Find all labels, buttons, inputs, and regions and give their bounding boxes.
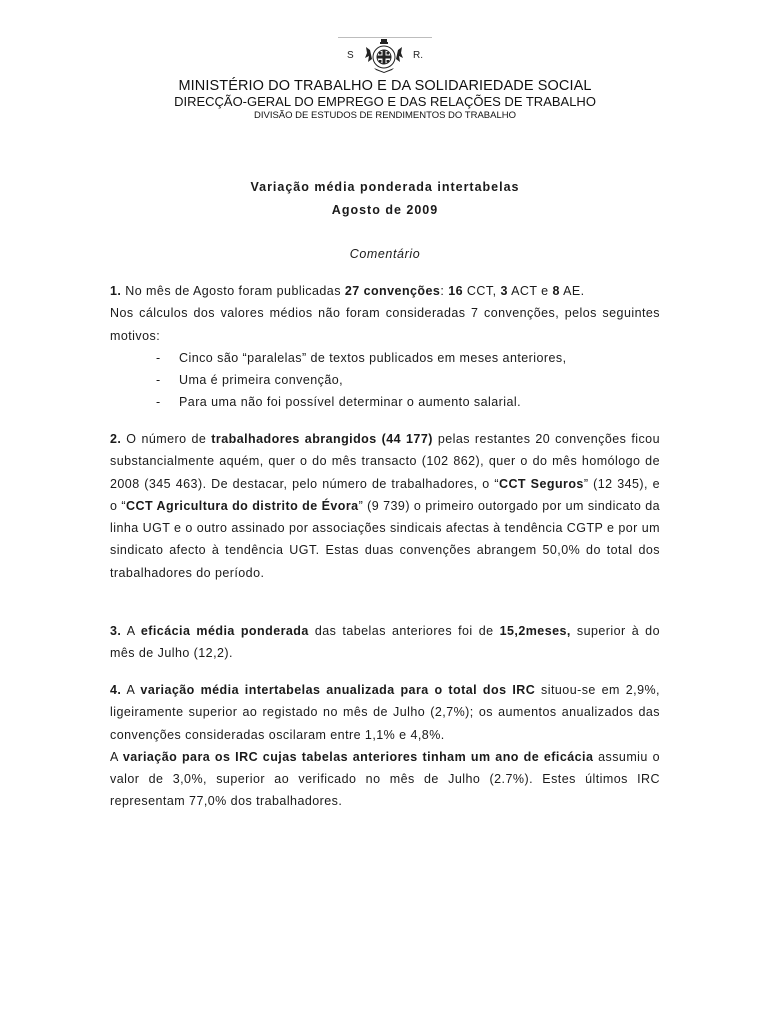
section-3-paragraph [110,620,660,665]
crest-letter-s: S [347,50,354,61]
text-run: ACT e [507,284,553,298]
text-run: A [121,683,141,697]
coat-of-arms [0,38,770,76]
bold-run: 16 [448,284,463,298]
section-number: 3. [110,624,122,638]
text-run: pelas restantes 20 convenções ficou substancialmente aquém, quer o do mês transacto (102 862), quer o do mês homólogo de 2008 (345 463). De destacar, pelo número de trabalhadores, o “ [110,432,660,491]
text-run: ” (9 739) o primeiro outorgado por um sindicato da linha UGT e o outro assinado por associações sindicais afectas à tendência CGTP e por um sindicato afecto à tendência UGT. Estas duas convenções abrangem 50,0% do total dos trabalhadores do período. [110,498,660,580]
bold-run: 27 convenções [344,284,441,298]
bold-run: CCT Seguros [498,476,584,491]
list-item-text: Cinco são “paralelas” de textos publicados em meses anteriores, [179,350,567,365]
document-title: Variação média ponderada intertabelas [250,180,520,194]
bold-run: variação média intertabelas anualizada para o total dos IRC [140,683,536,697]
list-item-text: Para uma não foi possível determinar o aumento salarial. [179,395,522,410]
section-3 [110,620,660,665]
text-run: O número de [121,432,212,446]
coat-of-arms-icon [364,38,404,74]
text-run: situou-se em 2,9%, ligeiramente superior ao registado no mês de Julho (2,7%); os aumentos anualizados das convenções consideradas oscilaram entre 1,1% e 4,8%. [110,683,660,742]
directorate-name: DIRECÇÃO-GERAL DO EMPREGO E DAS RELAÇÕES DE TRABALHO [174,94,596,109]
list-item [110,391,660,413]
text-run: A [121,624,141,638]
text-run: A [110,749,123,764]
exclusion-list [110,347,660,414]
list-item [110,347,660,369]
list-dash: - [156,350,161,365]
bold-run: 3 [500,284,508,298]
section-4 [110,679,660,813]
text-run: AE. [559,284,585,298]
list-item [110,369,660,391]
section-2-paragraph [110,428,660,584]
section-4-paragraph-2 [110,746,660,813]
bold-run: eficácia média ponderada [140,624,309,638]
bold-run: 15,2meses, [499,624,571,638]
list-dash: - [156,395,161,410]
section-1 [110,280,660,414]
text-run: ” (12 345), e o “ [110,476,660,513]
text-run: superior à do mês de Julho (12,2). [110,624,660,661]
division-name: DIVISÃO DE ESTUDOS DE RENDIMENTOS DO TRABALHO [253,110,516,121]
section-number: 2. [110,432,122,446]
section-1-intro: Nos cálculos dos valores médios não foram consideradas 7 convenções, pelos seguintes motivos: [110,306,660,343]
bold-run: variação para os IRC cujas tabelas anteriores tinham um ano de eficácia [122,749,594,764]
ministry-name: MINISTÉRIO DO TRABALHO E DA SOLIDARIEDADE SOCIAL [178,78,592,94]
bold-run: CCT Agricultura do distrito de Évora [125,498,359,513]
text-run: assumiu o valor de 3,0%, superior ao verificado no mês de Julho (2.7%). Estes últimos IRC representam 77,0% dos trabalhadores. [110,749,660,809]
document-period: Agosto de 2009 [331,203,439,217]
text-run: das tabelas anteriores foi de [308,624,500,638]
text-run: CCT, [463,284,501,298]
bold-run: trabalhadores abrangidos (44 177) [211,432,433,446]
section-number: 4. [110,683,122,697]
document-subtitle: Comentário [349,247,421,261]
section-number: 1. [110,284,122,298]
bold-run: 8 [552,284,560,298]
crest-letter-r: R. [413,50,423,61]
list-dash: - [156,373,161,388]
list-item-text: Uma é primeira convenção, [179,373,344,388]
text-run: : [440,284,449,298]
text-run: No mês de Agosto foram publicadas [121,284,345,298]
section-2 [110,428,660,584]
section-1-lead [110,280,660,302]
section-4-paragraph [110,679,660,746]
